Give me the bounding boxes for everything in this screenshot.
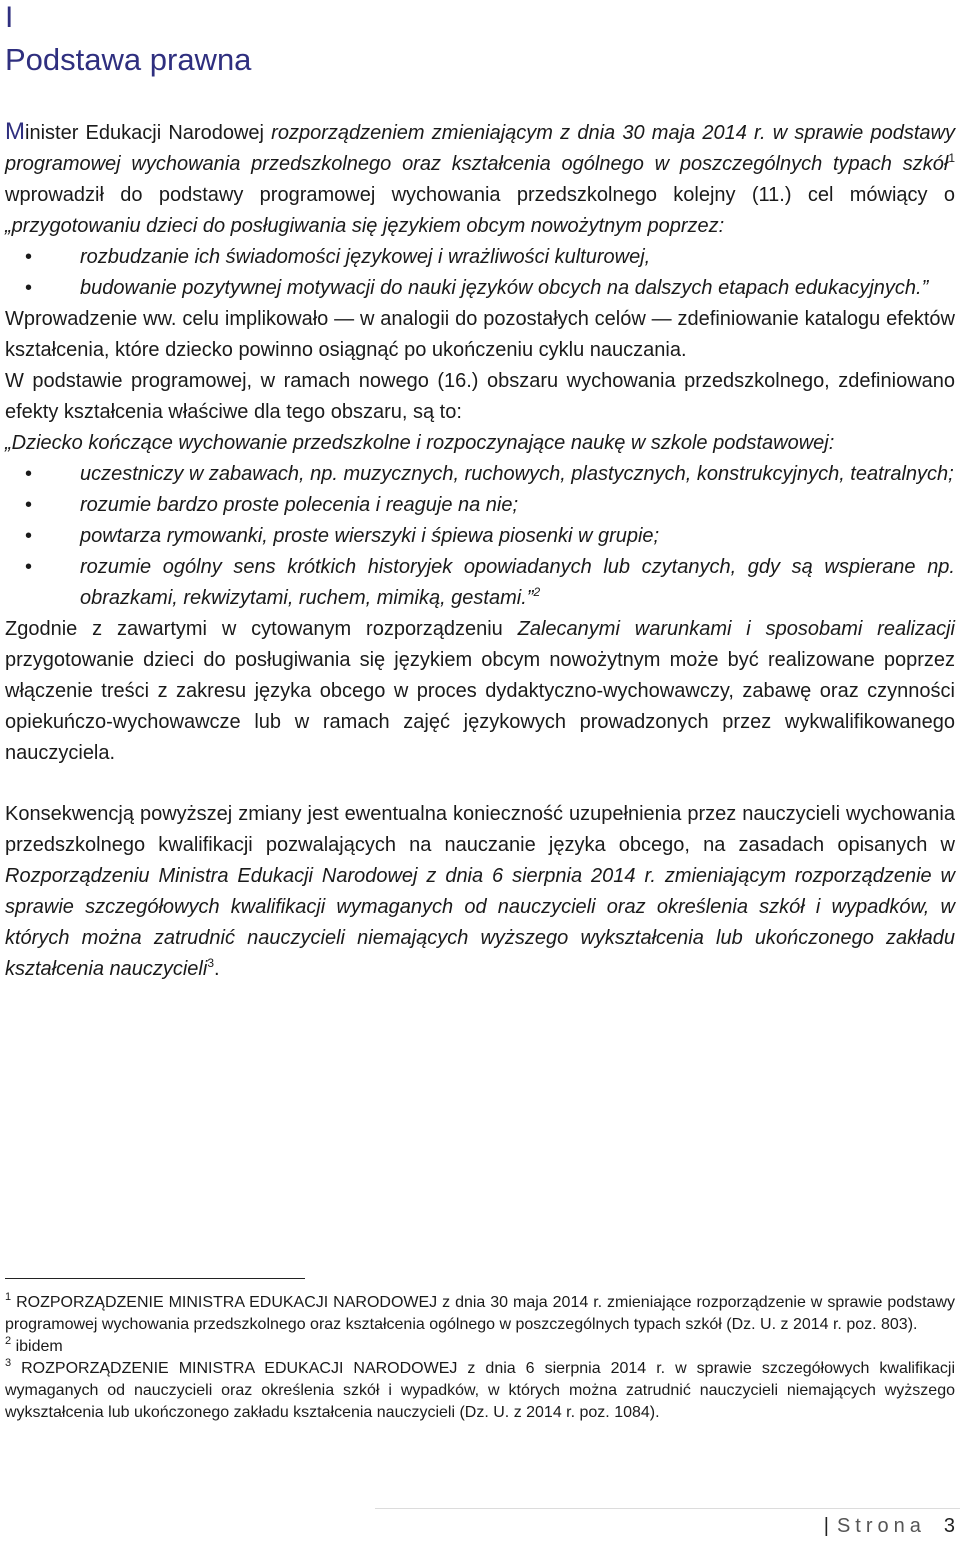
footnote-ref-1[interactable]: 1 [948,151,955,165]
list-item: • budowanie pozytywnej motywacji do nauki języków obcych na dalszych etapach edukacyjnych.” [80,273,955,304]
footnote-ref-3[interactable]: 3 [207,956,215,970]
paragraph-child-quote: „Dziecko kończące wychowanie przedszkolne i rozpoczynające naukę w szkole podstawowej: [5,432,835,454]
paragraph-recommendations: Zgodnie z zawartymi w cytowanym rozporządzeniu Zalecanymi warunkami i sposobami realizacji przygotowanie dzieci do posługiwania się językiem obcym nowożytnym może być realizowane poprzez włączenie treści z zakresu języka obcego w proces dydaktyczno-wychowawczy, zabawę oraz czynności opiekuńczo-wychowawcze lub w ramach zajęć językowych prowadzonych przez wykwalifikowanego nauczyciela. [5,618,955,764]
footnote-2: $^2$ ibidem [5,1335,63,1355]
list-item: • powtarza rymowanki, proste wierszyki i śpiewa piosenki w grupie; [80,521,955,552]
footer-divider [375,1508,960,1509]
footnotes [5,1292,955,1424]
bullet-list-goals [5,242,955,304]
footnote-ref-2[interactable]: 2 [533,585,541,599]
chapter-number: I [5,1,14,34]
list-item: • rozbudzanie ich świadomości językowej i wrażliwości kulturowej, [80,242,955,273]
paragraph-gap [5,769,955,799]
paragraph-area: W podstawie programowej, w ramach nowego (16.) obszaru wychowania przedszkolnego, zdefiniowano efekty kształcenia właściwe dla tego obszaru, są to: [5,370,955,423]
footnote-1: $^1$ ROZPORZĄDZENIE MINISTRA EDUKACJI NARODOWEJ z dnia 30 maja 2014 r. zmieniające rozporządzenie w sprawie podstawy programowej wychowania przedszkolnego oraz kształcenia ogólnego w poszczególnych typach szkół (Dz. U. z 2014 r. poz. 803). [5,1291,955,1333]
bullet-list-outcomes [5,459,955,614]
page-number: 3 [943,1515,955,1537]
paragraph-implication: Wprowadzenie ww. celu implikowało — w analogii do pozostałych celów — zdefiniowanie katalogu efektów kształcenia, które dziecko powinno osiągnąć po ukończeniu cyklu nauczania. [5,308,955,361]
paragraph-intro: Minister Edukacji Narodowej rozporządzeniem zmieniającym z dnia 30 maja 2014 r. w sprawie podstawy programowej wychowania przedszkolnego oraz kształcenia ogólnego w poszczególnych typach szkół$^1$ wprowadził do podstawy programowej wychowania przedszkolnego kolejny (11.) cel mówiący o „przygotowaniu dzieci do posługiwania się językiem obcym nowożytnym poprzez: [5,118,955,237]
footer-label: Strona [836,1515,926,1537]
drop-cap: M [5,118,25,145]
body-text [5,116,955,985]
list-item: • rozumie bardzo proste polecenia i reaguje na nie; [80,490,955,521]
chapter-title: Podstawa prawna [5,42,252,77]
footnote-separator [5,1278,305,1279]
footnote-3: $^3$ ROZPORZĄDZENIE MINISTRA EDUKACJI NARODOWEJ z dnia 6 sierpnia 2014 r. w sprawie szczegółowych kwalifikacji wymaganych od nauczycieli oraz określenia szkół i wypadków, w których można zatrudnić nauczycieli niemających wyższego wykształcenia lub ukończonego zakładu kształcenia nauczycieli (Dz. U. z 2014 r. poz. 1084). [5,1357,955,1421]
footer-bar: | [823,1515,829,1537]
page-footer [824,1513,955,1539]
list-item: • uczestniczy w zabawach, np. muzycznych, ruchowych, plastycznych, konstrukcyjnych, teatralnych; [80,459,955,490]
paragraph-consequence: Konsekwencją powyższej zmiany jest ewentualna konieczność uzupełnienia przez nauczycieli wychowania przedszkolnego kwalifikacji pozwalających na nauczanie języka obcego, na zasadach opisanych w Rozporządzeniu Ministra Edukacji Narodowej z dnia 6 sierpnia 2014 r. zmieniającym rozporządzenie w sprawie szczegółowych kwalifikacji wymaganych od nauczycieli oraz określenia szkół i wypadków, w których można zatrudnić nauczycieli niemających wyższego wykształcenia lub ukończonego zakładu kształcenia nauczycieli$^3$. [5,803,955,980]
list-item: • rozumie ogólny sens krótkich historyjek opowiadanych lub czytanych, gdy są wspierane np. obrazkami, rekwizytami, ruchem, mimiką, gestami.”$^2$ [80,552,955,614]
